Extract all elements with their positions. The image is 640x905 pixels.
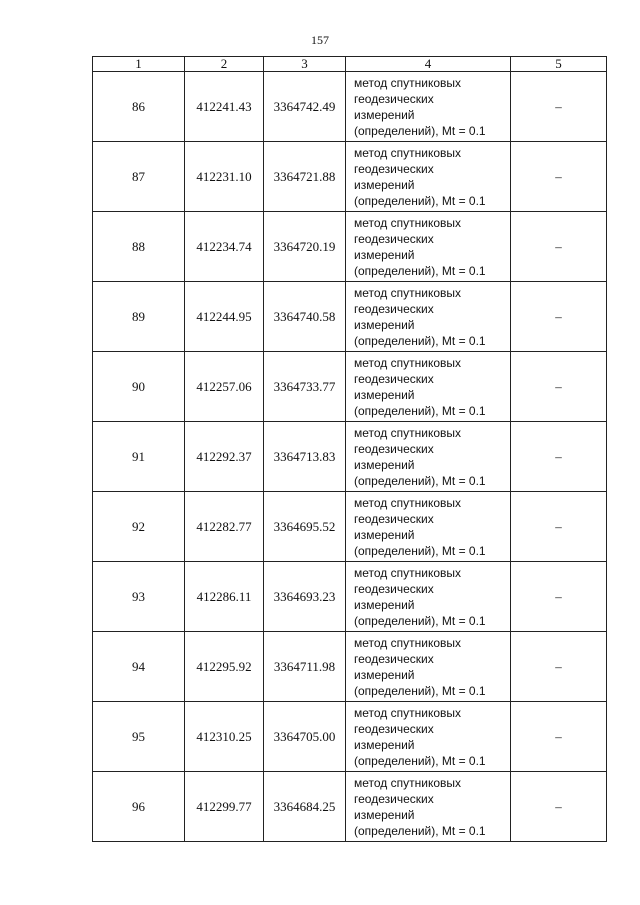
method-line: геодезических bbox=[354, 511, 434, 526]
method-line: метод спутниковых bbox=[354, 285, 462, 300]
note-cell: – bbox=[511, 142, 607, 212]
method-cell bbox=[346, 772, 511, 842]
method-line: (определений), Mt = 0.1 bbox=[354, 193, 486, 208]
column-header-3: 3 bbox=[264, 57, 346, 72]
method-cell bbox=[346, 492, 511, 562]
y-coordinate-cell: 3364711.98 bbox=[264, 632, 346, 702]
method-line: геодезических bbox=[354, 301, 434, 316]
x-coordinate-cell: 412295.92 bbox=[185, 632, 264, 702]
table-header bbox=[93, 57, 607, 72]
method-cell bbox=[346, 422, 511, 492]
y-coordinate-cell: 3364721.88 bbox=[264, 142, 346, 212]
method-cell bbox=[346, 632, 511, 702]
method-line: геодезических bbox=[354, 371, 434, 386]
method-line: (определений), Mt = 0.1 bbox=[354, 613, 486, 628]
y-coordinate-cell: 3364720.19 bbox=[264, 212, 346, 282]
method-line: (определений), Mt = 0.1 bbox=[354, 123, 486, 138]
column-header-2: 2 bbox=[185, 57, 264, 72]
method-line: измерений bbox=[354, 247, 415, 262]
note-cell: – bbox=[511, 352, 607, 422]
method-line: (определений), Mt = 0.1 bbox=[354, 683, 486, 698]
method-line: геодезических bbox=[354, 231, 434, 246]
method-line: (определений), Mt = 0.1 bbox=[354, 333, 486, 348]
note-cell: – bbox=[511, 282, 607, 352]
method-line: геодезических bbox=[354, 441, 434, 456]
y-coordinate-cell: 3364713.83 bbox=[264, 422, 346, 492]
point-number-cell: 91 bbox=[93, 422, 185, 492]
method-line: метод спутниковых bbox=[354, 145, 462, 160]
method-cell bbox=[346, 562, 511, 632]
method-cell bbox=[346, 282, 511, 352]
table-row bbox=[93, 352, 607, 422]
table-row bbox=[93, 72, 607, 142]
table-row bbox=[93, 772, 607, 842]
table-row bbox=[93, 422, 607, 492]
method-cell bbox=[346, 702, 511, 772]
method-line: (определений), Mt = 0.1 bbox=[354, 263, 486, 278]
method-line: метод спутниковых bbox=[354, 565, 462, 580]
method-line: (определений), Mt = 0.1 bbox=[354, 823, 486, 838]
note-cell: – bbox=[511, 562, 607, 632]
method-line: измерений bbox=[354, 317, 415, 332]
method-cell bbox=[346, 142, 511, 212]
y-coordinate-cell: 3364693.23 bbox=[264, 562, 346, 632]
note-cell: – bbox=[511, 72, 607, 142]
table-body bbox=[93, 72, 607, 842]
point-number-cell: 92 bbox=[93, 492, 185, 562]
method-line: измерений bbox=[354, 597, 415, 612]
table-row bbox=[93, 142, 607, 212]
method-line: метод спутниковых bbox=[354, 425, 462, 440]
y-coordinate-cell: 3364684.25 bbox=[264, 772, 346, 842]
table-row bbox=[93, 282, 607, 352]
y-coordinate-cell: 3364742.49 bbox=[264, 72, 346, 142]
method-line: (определений), Mt = 0.1 bbox=[354, 753, 486, 768]
method-line: метод спутниковых bbox=[354, 355, 462, 370]
method-line: измерений bbox=[354, 737, 415, 752]
method-line: геодезических bbox=[354, 161, 434, 176]
y-coordinate-cell: 3364733.77 bbox=[264, 352, 346, 422]
y-coordinate-cell: 3364740.58 bbox=[264, 282, 346, 352]
point-number-cell: 87 bbox=[93, 142, 185, 212]
method-line: измерений bbox=[354, 457, 415, 472]
method-line: измерений bbox=[354, 527, 415, 542]
method-line: (определений), Mt = 0.1 bbox=[354, 473, 486, 488]
point-number-cell: 94 bbox=[93, 632, 185, 702]
table-row bbox=[93, 702, 607, 772]
method-line: метод спутниковых bbox=[354, 635, 462, 650]
column-header-5: 5 bbox=[511, 57, 607, 72]
method-cell bbox=[346, 72, 511, 142]
method-line: (определений), Mt = 0.1 bbox=[354, 543, 486, 558]
point-number-cell: 89 bbox=[93, 282, 185, 352]
x-coordinate-cell: 412286.11 bbox=[185, 562, 264, 632]
column-header-1: 1 bbox=[93, 57, 185, 72]
point-number-cell: 86 bbox=[93, 72, 185, 142]
x-coordinate-cell: 412310.25 bbox=[185, 702, 264, 772]
x-coordinate-cell: 412234.74 bbox=[185, 212, 264, 282]
table-row bbox=[93, 632, 607, 702]
note-cell: – bbox=[511, 632, 607, 702]
method-line: измерений bbox=[354, 667, 415, 682]
coordinates-table bbox=[92, 56, 607, 842]
method-line: измерений bbox=[354, 107, 415, 122]
x-coordinate-cell: 412299.77 bbox=[185, 772, 264, 842]
method-cell bbox=[346, 352, 511, 422]
note-cell: – bbox=[511, 422, 607, 492]
x-coordinate-cell: 412241.43 bbox=[185, 72, 264, 142]
method-line: (определений), Mt = 0.1 bbox=[354, 403, 486, 418]
table-row bbox=[93, 212, 607, 282]
table-row bbox=[93, 562, 607, 632]
method-line: геодезических bbox=[354, 581, 434, 596]
point-number-cell: 88 bbox=[93, 212, 185, 282]
method-line: измерений bbox=[354, 387, 415, 402]
x-coordinate-cell: 412257.06 bbox=[185, 352, 264, 422]
method-line: метод спутниковых bbox=[354, 495, 462, 510]
method-line: метод спутниковых bbox=[354, 215, 462, 230]
note-cell: – bbox=[511, 702, 607, 772]
y-coordinate-cell: 3364705.00 bbox=[264, 702, 346, 772]
method-line: метод спутниковых bbox=[354, 75, 462, 90]
method-line: измерений bbox=[354, 177, 415, 192]
method-line: геодезических bbox=[354, 791, 434, 806]
method-line: измерений bbox=[354, 807, 415, 822]
page-number: 157 bbox=[311, 33, 329, 47]
x-coordinate-cell: 412244.95 bbox=[185, 282, 264, 352]
x-coordinate-cell: 412282.77 bbox=[185, 492, 264, 562]
method-cell bbox=[346, 212, 511, 282]
method-line: геодезических bbox=[354, 91, 434, 106]
point-number-cell: 90 bbox=[93, 352, 185, 422]
point-number-cell: 93 bbox=[93, 562, 185, 632]
x-coordinate-cell: 412231.10 bbox=[185, 142, 264, 212]
column-header-4: 4 bbox=[346, 57, 511, 72]
point-number-cell: 96 bbox=[93, 772, 185, 842]
method-line: геодезических bbox=[354, 721, 434, 736]
method-line: метод спутниковых bbox=[354, 705, 462, 720]
note-cell: – bbox=[511, 772, 607, 842]
method-line: геодезических bbox=[354, 651, 434, 666]
x-coordinate-cell: 412292.37 bbox=[185, 422, 264, 492]
point-number-cell: 95 bbox=[93, 702, 185, 772]
note-cell: – bbox=[511, 212, 607, 282]
table-row bbox=[93, 492, 607, 562]
y-coordinate-cell: 3364695.52 bbox=[264, 492, 346, 562]
method-line: метод спутниковых bbox=[354, 775, 462, 790]
header-row bbox=[93, 57, 607, 72]
note-cell: – bbox=[511, 492, 607, 562]
